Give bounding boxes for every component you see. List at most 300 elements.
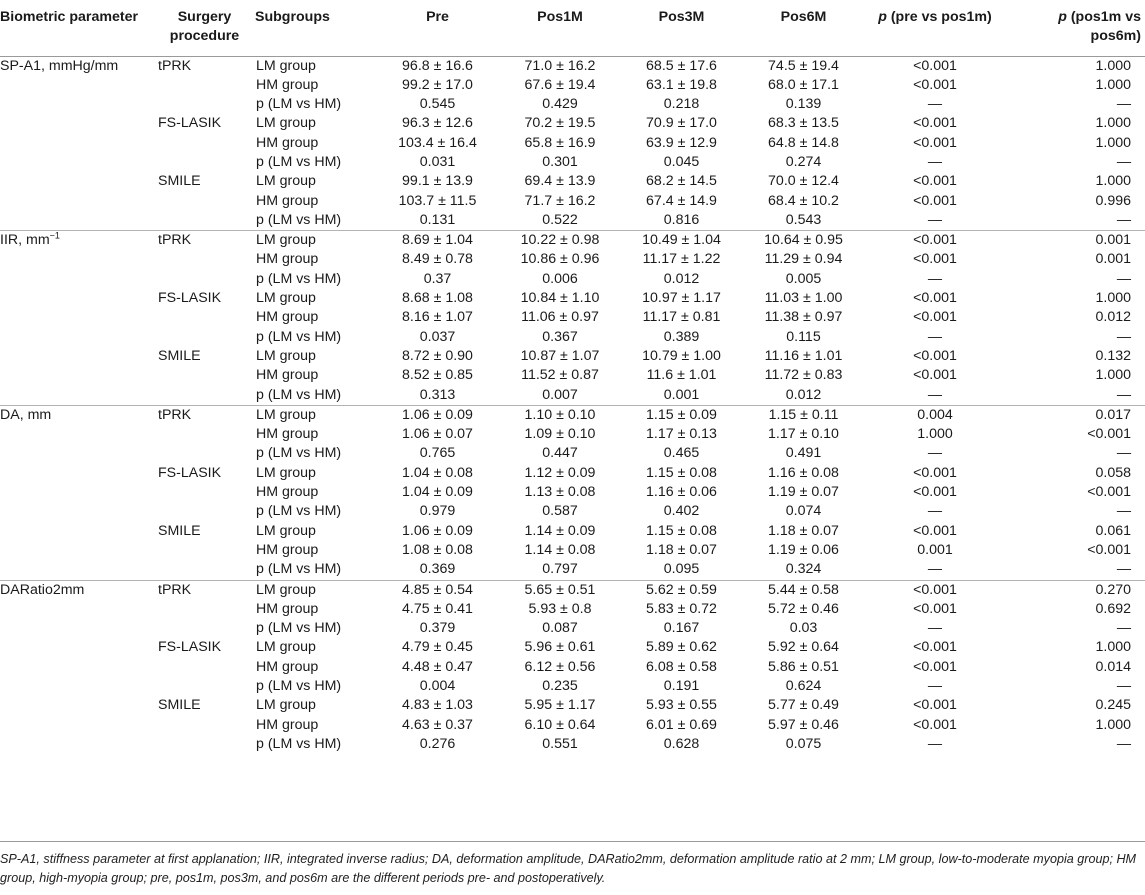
table-row: [0, 308, 1145, 327]
pos6m-cell: 1.16 ± 0.08: [768, 464, 839, 481]
pos3m-cell: 0.389: [663, 328, 700, 345]
subgroup-cell: HM group: [256, 600, 319, 617]
pos1m-cell: 1.12 ± 0.09: [524, 464, 596, 481]
pre-cell: 0.979: [419, 503, 456, 520]
pos6m-cell: 0.491: [785, 445, 822, 462]
procedure-cell: tPRK: [156, 405, 253, 425]
p-pre-vs-pos1m-cell: <0.001: [913, 484, 957, 501]
subgroup-cell: LM group: [256, 290, 316, 307]
procedure-cell: tPRK: [156, 580, 253, 600]
subgroup-cell: HM group: [256, 484, 319, 501]
pos6m-cell: 10.64 ± 0.95: [742, 231, 865, 251]
table-row: [0, 580, 1145, 600]
pos1m-cell: 65.8 ± 16.9: [524, 134, 596, 151]
table-row: [0, 560, 1145, 580]
p-pre-vs-pos1m-cell: —: [927, 211, 943, 228]
pos3m-cell: 1.15 ± 0.08: [646, 464, 717, 481]
pos1m-cell: 71.7 ± 16.2: [524, 192, 596, 209]
procedure-cell: [156, 444, 253, 463]
p-pos1m-vs-pos6m-cell: 1.000: [1095, 716, 1131, 733]
table-bottom-rule: [0, 841, 1145, 842]
pos3m-cell: 10.49 ± 1.04: [621, 231, 742, 251]
procedure-cell: [156, 600, 253, 619]
procedure-cell: [156, 76, 253, 95]
p-pre-vs-pos1m-cell: <0.001: [913, 57, 957, 74]
pos1m-cell: 11.06 ± 0.97: [521, 309, 599, 326]
procedure-cell: [156, 386, 253, 406]
pos3m-cell: 11.17 ± 1.22: [642, 251, 721, 268]
parameter-cell: [0, 522, 156, 541]
p-pos1m-vs-pos6m-cell: 1.000: [1095, 57, 1131, 74]
subgroup-cell: LM group: [256, 115, 316, 132]
pre-cell: 4.63 ± 0.37: [402, 716, 473, 733]
pos1m-cell: 67.6 ± 19.4: [524, 76, 596, 93]
table-row: [0, 735, 1145, 754]
procedure-cell: [156, 153, 253, 172]
table-row: [0, 95, 1145, 114]
pos1m-cell: 10.86 ± 0.96: [520, 251, 600, 268]
subgroup-cell: p (LM vs HM): [256, 561, 342, 578]
p-pre-vs-pos1m-cell: —: [927, 620, 943, 637]
table-row: [0, 231, 1145, 251]
pos1m-cell: 0.301: [542, 153, 578, 170]
table-row: [0, 600, 1145, 619]
table-row: [0, 172, 1145, 191]
p-pos1m-vs-pos6m-cell: —: [1116, 270, 1131, 287]
procedure-cell: [156, 425, 253, 444]
pos1m-cell: 5.95 ± 1.17: [524, 697, 596, 714]
pos6m-cell: 68.4 ± 10.2: [768, 192, 839, 209]
pos1m-cell: 0.007: [542, 386, 578, 403]
table-row: [0, 289, 1145, 308]
procedure-cell: [156, 328, 253, 347]
pre-cell: 99.1 ± 13.9: [402, 173, 473, 190]
pos1m-cell: 10.87 ± 1.07: [520, 347, 600, 364]
pre-cell: 8.68 ± 1.08: [402, 290, 473, 307]
p-pre-vs-pos1m-cell: —: [927, 735, 943, 752]
table-row: [0, 134, 1145, 153]
parameter-cell: [0, 270, 156, 289]
table-row: [0, 328, 1145, 347]
table-row: [0, 347, 1145, 366]
p-pos1m-vs-pos6m-cell: —: [1116, 153, 1131, 170]
pos1m-cell: 11.52 ± 0.87: [521, 367, 599, 384]
pos6m-cell: 1.18 ± 0.07: [768, 522, 839, 539]
parameter-cell: [0, 560, 156, 580]
table-row: [0, 677, 1145, 696]
procedure-cell: [156, 95, 253, 114]
p-pos1m-vs-pos6m-cell: —: [1116, 503, 1131, 520]
pos6m-cell: 5.44 ± 0.58: [742, 580, 865, 600]
procedure-cell: [156, 541, 253, 560]
p-pre-vs-pos1m-cell: <0.001: [913, 347, 957, 364]
parameter-cell: [0, 619, 156, 638]
p-pos1m-vs-pos6m-cell: 0.017: [1005, 405, 1145, 425]
procedure-cell: [156, 677, 253, 696]
pos1m-cell: 0.447: [542, 445, 578, 462]
pos1m-cell: 1.14 ± 0.09: [524, 522, 596, 539]
p-pre-vs-pos1m-cell: —: [927, 386, 943, 403]
p-pos1m-vs-pos6m-cell: 1.000: [1095, 290, 1131, 307]
p-pos1m-vs-pos6m-cell: 1.000: [1095, 639, 1131, 656]
pos6m-cell: 11.03 ± 1.00: [764, 290, 843, 307]
subgroup-cell: p (LM vs HM): [256, 503, 342, 520]
pos3m-cell: 1.17 ± 0.13: [646, 426, 717, 443]
p-pos1m-vs-pos6m-cell: —: [1116, 678, 1131, 694]
header-row: [0, 0, 1145, 56]
p-pre-vs-pos1m-cell: <0.001: [913, 716, 957, 733]
pre-cell: 0.276: [419, 735, 456, 752]
pos3m-cell: 0.628: [663, 735, 700, 752]
pos6m-cell: 11.16 ± 1.01: [764, 347, 843, 364]
table-row: [0, 541, 1145, 560]
header-p-pre-vs-pos1m: [865, 0, 1005, 56]
pre-cell: 96.3 ± 12.6: [402, 115, 473, 132]
header-parameter: Biometric parameter: [0, 0, 156, 56]
pos6m-cell: 0.012: [785, 386, 822, 403]
p-pos1m-vs-pos6m-cell: <0.001: [1087, 426, 1131, 443]
subgroup-cell: p (LM vs HM): [256, 96, 342, 113]
procedure-cell: [156, 134, 253, 153]
p-pre-vs-pos1m-cell: <0.001: [913, 639, 957, 656]
subgroup-cell: p (LM vs HM): [256, 735, 342, 752]
table-row: [0, 56, 1145, 76]
subgroup-cell: LM group: [256, 57, 316, 74]
pos1m-cell: 5.96 ± 0.61: [524, 639, 596, 656]
p-pre-vs-pos1m-cell: <0.001: [865, 580, 1005, 600]
p-pos1m-vs-pos6m-cell: 1.000: [1095, 115, 1131, 132]
table-row: [0, 522, 1145, 541]
pre-cell: 4.83 ± 1.03: [402, 697, 473, 714]
table-row: [0, 696, 1145, 715]
p-pos1m-vs-pos6m-cell: 1.000: [1095, 173, 1131, 190]
pre-cell: 1.04 ± 0.08: [402, 464, 473, 481]
header-p-symbol: p: [878, 9, 887, 25]
parameter-cell: [0, 231, 156, 251]
header-procedure: Surgery procedure: [156, 0, 253, 56]
header-p-pos1m-vs-pos6m: [1005, 0, 1145, 56]
subgroup-cell: LM group: [256, 173, 316, 190]
subgroup-cell: HM group: [256, 541, 319, 558]
parameter-cell: [0, 638, 156, 657]
parameter-cell: [0, 308, 156, 327]
parameter-cell: [0, 134, 156, 153]
subgroup-cell: HM group: [256, 192, 319, 209]
procedure-cell: FS-LASIK: [158, 290, 222, 307]
pre-cell: 96.8 ± 16.6: [402, 57, 473, 74]
subgroup-cell: p (LM vs HM): [256, 270, 342, 287]
p-pre-vs-pos1m-cell: —: [927, 328, 943, 345]
pre-cell: 0.545: [419, 96, 456, 113]
pos6m-cell: 5.97 ± 0.46: [768, 716, 839, 733]
table-row: [0, 192, 1145, 211]
pos3m-cell: 0.095: [663, 561, 700, 578]
procedure-cell: [156, 502, 253, 521]
pos6m-cell: 70.0 ± 12.4: [768, 173, 839, 190]
parameter-name: DARatio2mm: [0, 581, 85, 598]
pre-cell: 0.004: [419, 678, 456, 694]
table-row: [0, 386, 1145, 406]
parameter-cell: [0, 328, 156, 347]
pos6m-cell: 68.3 ± 13.5: [768, 115, 839, 132]
pos1m-cell: 1.14 ± 0.08: [524, 541, 596, 558]
parameter-name: IIR, mm: [0, 232, 50, 249]
pos1m-cell: 0.367: [542, 328, 578, 345]
pre-cell: 4.79 ± 0.45: [402, 639, 473, 656]
p-pos1m-vs-pos6m-cell: 0.014: [1095, 658, 1131, 675]
table-footnote: SP-A1, stiffness parameter at first applanation; IIR, integrated inverse radius; DA, deformation amplitude, DARatio2mm, deformation amplitude ratio at 2 mm; LM group, low-to-moderate myopia group; HM group, high-myopia group; pre, pos1m, pos3m, and pos6m are the different periods pre- and postoperatively.: [0, 852, 1137, 885]
pos1m-cell: 5.93 ± 0.8: [528, 600, 592, 617]
procedure-cell: [156, 619, 253, 638]
table-row: [0, 153, 1145, 172]
p-pre-vs-pos1m-cell: —: [927, 96, 943, 113]
p-pos1m-vs-pos6m-cell: —: [1116, 735, 1131, 752]
p-pre-vs-pos1m-cell: 0.001: [917, 541, 953, 558]
header-p-symbol: p: [1058, 9, 1067, 25]
parameter-cell: [0, 677, 156, 696]
pos3m-cell: 70.9 ± 17.0: [646, 115, 717, 132]
pos3m-cell: 10.79 ± 1.00: [642, 347, 721, 364]
pos3m-cell: 11.17 ± 0.81: [642, 309, 721, 326]
pos6m-cell: 11.72 ± 0.83: [764, 367, 843, 384]
header-subgroups: Subgroups: [253, 0, 376, 56]
procedure-cell: [156, 560, 253, 580]
p-pre-vs-pos1m-cell: <0.001: [913, 290, 957, 307]
procedure-cell: [156, 192, 253, 211]
pos3m-cell: 63.1 ± 19.8: [646, 76, 717, 93]
subgroup-cell: p (LM vs HM): [256, 328, 342, 345]
p-pos1m-vs-pos6m-cell: <0.001: [1087, 484, 1131, 501]
p-pos1m-vs-pos6m-cell: 0.132: [1095, 347, 1131, 364]
header-pre: Pre: [376, 0, 499, 56]
p-pre-vs-pos1m-cell: <0.001: [913, 76, 957, 93]
table-row: [0, 444, 1145, 463]
p-pos1m-vs-pos6m-cell: —: [1116, 211, 1131, 228]
pos1m-cell: 71.0 ± 16.2: [524, 57, 596, 74]
table-row: [0, 502, 1145, 521]
p-pos1m-vs-pos6m-cell: 1.000: [1095, 367, 1131, 384]
table-row: [0, 658, 1145, 677]
p-pre-vs-pos1m-cell: <0.001: [865, 231, 1005, 251]
subgroup-cell: p (LM vs HM): [256, 620, 342, 637]
subgroup-cell: p (LM vs HM): [256, 678, 342, 694]
pos1m-cell: 1.09 ± 0.10: [524, 426, 596, 443]
p-pre-vs-pos1m-cell: <0.001: [913, 522, 957, 539]
p-pre-vs-pos1m-cell: <0.001: [913, 115, 957, 132]
subgroup-cell: HM group: [256, 716, 319, 733]
pos3m-cell: 5.62 ± 0.59: [621, 580, 742, 600]
pos6m-cell: 1.19 ± 0.07: [768, 484, 839, 501]
table-row: [0, 483, 1145, 502]
parameter-unit-exponent: −1: [49, 230, 60, 241]
parameter-cell: [0, 483, 156, 502]
p-pre-vs-pos1m-cell: —: [927, 270, 943, 287]
pos1m-cell: 69.4 ± 13.9: [524, 173, 596, 190]
pre-cell: 0.131: [419, 211, 456, 228]
p-pos1m-vs-pos6m-cell: 0.061: [1095, 522, 1131, 539]
pre-cell: 103.7 ± 11.5: [398, 192, 477, 209]
subgroup-cell: LM group: [256, 639, 316, 656]
p-pos1m-vs-pos6m-cell: 0.001: [1095, 251, 1131, 268]
p-pos1m-vs-pos6m-cell: <0.001: [1087, 541, 1131, 558]
subgroup-cell: HM group: [256, 251, 319, 268]
procedure-cell: [156, 483, 253, 502]
pos6m-cell: 11.29 ± 0.94: [764, 251, 843, 268]
pre-cell: 0.369: [419, 561, 456, 578]
pos3m-cell: 5.89 ± 0.62: [646, 639, 717, 656]
procedure-cell: [156, 270, 253, 289]
procedure-cell: FS-LASIK: [158, 464, 222, 481]
p-pos1m-vs-pos6m-cell: 0.012: [1095, 309, 1131, 326]
pos3m-cell: 1.16 ± 0.06: [646, 484, 717, 501]
procedure-cell: SMILE: [158, 697, 201, 714]
pos3m-cell: 0.191: [663, 678, 700, 694]
procedure-cell: tPRK: [156, 231, 253, 251]
table-row: [0, 114, 1145, 133]
pos3m-cell: 0.045: [663, 153, 700, 170]
subgroup-cell: LM group: [256, 522, 316, 539]
pre-cell: 99.2 ± 17.0: [402, 76, 473, 93]
pos3m-cell: 0.465: [663, 445, 700, 462]
table-row: [0, 619, 1145, 638]
p-pre-vs-pos1m-cell: —: [927, 445, 943, 462]
p-pos1m-vs-pos6m-cell: —: [1116, 386, 1131, 403]
parameter-cell: [0, 658, 156, 677]
parameter-cell: [0, 172, 156, 191]
pos3m-cell: 0.012: [663, 270, 700, 287]
procedure-cell: FS-LASIK: [158, 639, 222, 656]
p-pos1m-vs-pos6m-cell: —: [1116, 620, 1131, 637]
table-row: [0, 638, 1145, 657]
procedure-cell: [156, 735, 253, 754]
p-pos1m-vs-pos6m-cell: —: [1116, 96, 1131, 113]
pos1m-cell: 0.006: [542, 270, 578, 287]
p-pre-vs-pos1m-cell: <0.001: [913, 309, 957, 326]
table-row: [0, 716, 1145, 735]
subgroup-cell: LM group: [253, 405, 376, 425]
parameter-cell: [0, 366, 156, 385]
parameter-cell: [0, 289, 156, 308]
procedure-cell: [156, 250, 253, 269]
parameter-cell: [0, 386, 156, 406]
p-pos1m-vs-pos6m-cell: 0.058: [1095, 464, 1131, 481]
pos3m-cell: 0.218: [663, 96, 700, 113]
pre-cell: 103.4 ± 16.4: [398, 134, 477, 151]
pre-cell: 0.37: [423, 270, 452, 287]
pos1m-cell: 0.522: [542, 211, 578, 228]
procedure-cell: [156, 308, 253, 327]
p-pre-vs-pos1m-cell: —: [927, 561, 943, 578]
parameter-cell: [0, 502, 156, 521]
parameter-cell: [0, 464, 156, 483]
pos1m-cell: 6.12 ± 0.56: [524, 658, 596, 675]
pre-cell: 0.379: [419, 620, 456, 637]
parameter-cell: [0, 735, 156, 754]
pos6m-cell: 1.17 ± 0.10: [768, 426, 839, 443]
p-pos1m-vs-pos6m-cell: 1.000: [1095, 134, 1131, 151]
pos6m-cell: 5.72 ± 0.46: [768, 600, 839, 617]
parameter-cell: [0, 696, 156, 715]
pos6m-cell: 0.274: [785, 153, 822, 170]
procedure-cell: tPRK: [158, 57, 192, 74]
pre-cell: 8.49 ± 0.78: [402, 251, 473, 268]
pos3m-cell: 0.816: [663, 211, 700, 228]
subgroup-cell: LM group: [256, 697, 316, 714]
p-pre-vs-pos1m-cell: 0.004: [865, 405, 1005, 425]
pos1m-cell: 0.587: [542, 503, 578, 520]
p-pos1m-vs-pos6m-cell: 0.270: [1005, 580, 1145, 600]
parameter-cell: [0, 347, 156, 366]
parameter-cell: [0, 444, 156, 463]
parameter-cell: [0, 405, 156, 425]
table-body: [0, 56, 1145, 754]
p-pre-vs-pos1m-cell: —: [927, 503, 943, 520]
parameter-cell: [0, 56, 156, 76]
pos3m-cell: 63.9 ± 12.9: [646, 134, 717, 151]
pos3m-cell: 5.83 ± 0.72: [646, 600, 717, 617]
subgroup-cell: p (LM vs HM): [256, 386, 342, 403]
parameter-cell: [0, 153, 156, 172]
pre-cell: 0.765: [419, 445, 456, 462]
parameter-cell: [0, 211, 156, 231]
parameter-cell: [0, 250, 156, 269]
pos6m-cell: 0.139: [785, 96, 822, 113]
pos3m-cell: 6.01 ± 0.69: [646, 716, 717, 733]
pos1m-cell: 0.429: [542, 96, 578, 113]
p-pos1m-vs-pos6m-cell: 0.996: [1095, 192, 1131, 209]
pre-cell: 0.313: [419, 386, 456, 403]
parameter-cell: [0, 425, 156, 444]
table-row: [0, 366, 1145, 385]
parameter-cell: [0, 541, 156, 560]
parameter-cell: [0, 600, 156, 619]
pre-cell: 4.75 ± 0.41: [402, 600, 473, 617]
pos3m-cell: 5.93 ± 0.55: [646, 697, 717, 714]
subgroup-cell: LM group: [256, 347, 316, 364]
header-pos3m: Pos3M: [621, 0, 742, 56]
parameter-cell: [0, 580, 156, 600]
p-pre-vs-pos1m-cell: <0.001: [913, 251, 957, 268]
p-pos1m-vs-pos6m-cell: 0.245: [1095, 697, 1131, 714]
procedure-cell: SMILE: [158, 347, 201, 364]
pre-cell: 0.031: [419, 153, 456, 170]
pos3m-cell: 10.97 ± 1.17: [642, 290, 721, 307]
pos6m-cell: 5.77 ± 0.49: [768, 697, 839, 714]
pos6m-cell: 68.0 ± 17.1: [768, 76, 839, 93]
p-pre-vs-pos1m-cell: —: [927, 678, 943, 694]
pos3m-cell: 0.167: [663, 620, 700, 637]
subgroup-cell: LM group: [253, 580, 376, 600]
pre-cell: 8.72 ± 0.90: [402, 347, 473, 364]
pre-cell: 4.85 ± 0.54: [376, 580, 499, 600]
pos6m-cell: 0.005: [785, 270, 822, 287]
pre-cell: 1.06 ± 0.07: [402, 426, 473, 443]
pos6m-cell: 0.075: [785, 735, 822, 752]
pos6m-cell: 5.86 ± 0.51: [768, 658, 839, 675]
pos3m-cell: 11.6 ± 1.01: [646, 367, 717, 384]
procedure-cell: [156, 716, 253, 735]
table-row: [0, 76, 1145, 95]
header-pos6m: Pos6M: [742, 0, 865, 56]
p-pre-vs-pos1m-cell: <0.001: [913, 658, 957, 675]
pos6m-cell: 1.15 ± 0.11: [742, 405, 865, 425]
subgroup-cell: HM group: [256, 309, 319, 326]
pos6m-cell: 5.92 ± 0.64: [768, 639, 839, 656]
header-p-label: (pre vs pos1m): [886, 9, 992, 25]
pos3m-cell: 67.4 ± 14.9: [646, 192, 717, 209]
pos1m-cell: 0.797: [542, 561, 578, 578]
subgroup-cell: LM group: [253, 231, 376, 251]
